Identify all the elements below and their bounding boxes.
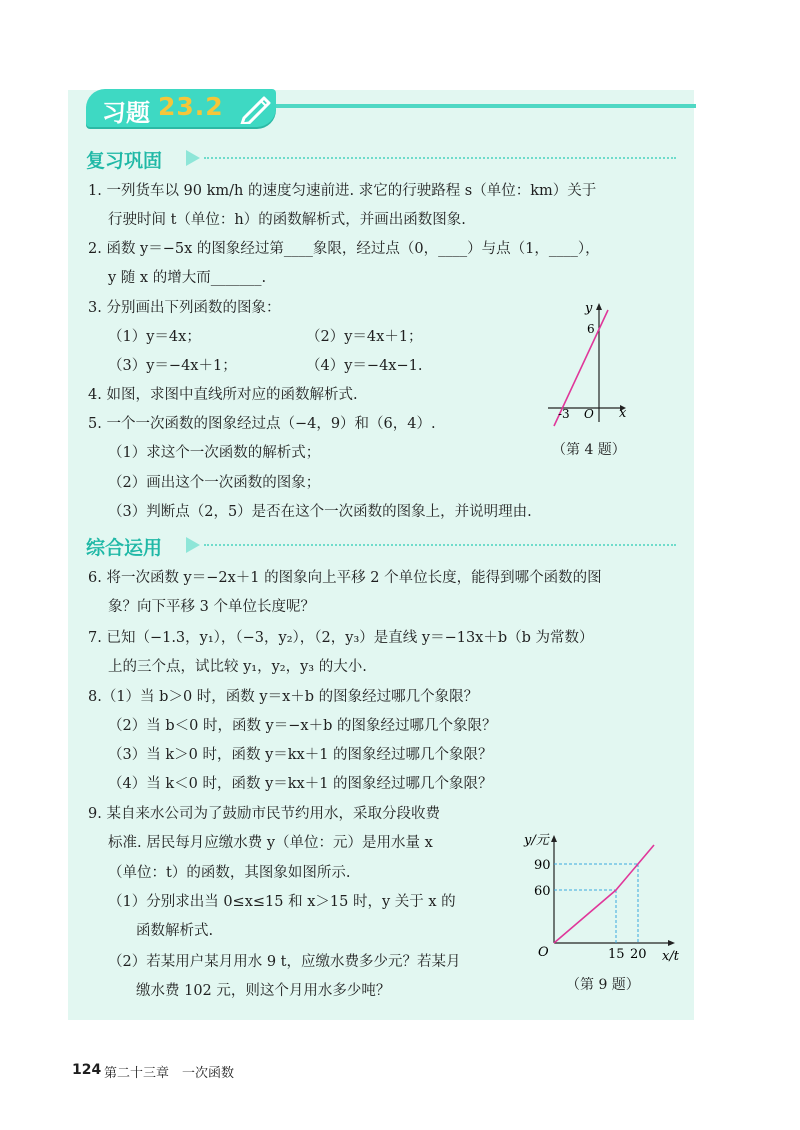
chapter-title: 第二十三章 一次函数 xyxy=(104,1066,235,1081)
problem-3-intro: 3. 分别画出下列函数的图象： xyxy=(88,300,281,316)
problem-5-part-1: （1）求这个一次函数的解析式； xyxy=(108,445,321,461)
fig4-y-tick: 6 xyxy=(587,322,595,336)
problem-6-line-2: 象？向下平移 3 个单位长度呢？ xyxy=(108,599,315,615)
fig4-x-label: x xyxy=(619,406,627,421)
section-divider xyxy=(204,157,676,159)
problem-2-line-2: y 随 x 的增大而_______. xyxy=(108,270,267,286)
problem-3-part-3: （3）y＝−4x＋1； xyxy=(108,358,237,374)
problem-1-line-2: 行驶时间 t（单位：h）的函数解析式，并画出函数图象. xyxy=(108,212,466,228)
fig9-x-arrow-icon xyxy=(668,940,675,946)
problem-3-part-1: （1）y＝4x； xyxy=(108,329,201,345)
fig9-y-arrow-icon xyxy=(551,835,557,842)
problem-9-part-1-line-2: 函数解析式. xyxy=(136,923,214,939)
page-number: 124 xyxy=(72,1062,102,1078)
problem-6-line-1: 6. 将一次函数 y＝−2x＋1 的图象向上平移 2 个单位长度，能得到哪个函数的图 xyxy=(88,570,602,586)
fig9-x-tick-15: 15 xyxy=(608,947,625,962)
problem-7-line-2: 上的三个点，试比较 y₁，y₂，y₃ 的大小. xyxy=(108,659,367,675)
figure-9-graph xyxy=(518,830,688,966)
problem-9-part-1-line-1: （1）分别求出当 0≤x≤15 和 x＞15 时，y 关于 x 的 xyxy=(108,894,456,910)
section-divider xyxy=(204,544,676,546)
fig9-x-tick-20: 20 xyxy=(630,947,647,962)
section-title-apply: 综合运用 xyxy=(86,537,163,559)
problem-8-part-2: （2）当 b＜0 时，函数 y＝−x＋b 的图象经过哪几个象限？ xyxy=(108,718,497,734)
problem-9-part-2-line-1: （2）若某用户某月用水 9 t，应缴水费多少元？若某月 xyxy=(108,954,461,970)
fig9-y-tick-90: 90 xyxy=(534,858,551,873)
section-arrow-icon xyxy=(186,150,200,166)
fig9-graph-line xyxy=(554,845,654,943)
fig9-y-tick-60: 60 xyxy=(534,884,551,899)
fig9-x-label: x/t xyxy=(662,949,679,964)
figure-9-caption: （第 9 题） xyxy=(566,977,640,993)
problem-8-part-4: （4）当 k＜0 时，函数 y＝kx＋1 的图象经过哪几个象限？ xyxy=(108,776,493,792)
section-arrow-icon xyxy=(186,537,200,553)
problem-3-part-4: （4）y＝−4x−1. xyxy=(306,358,423,374)
problem-9-line-1: 9. 某自来水公司为了鼓励市民节约用水，采取分段收费 xyxy=(88,806,440,822)
fig4-y-arrow-icon xyxy=(596,303,602,310)
problem-2-line-1: 2. 函数 y＝−5x 的图象经过第____象限，经过点（0，____）与点（1，____）， xyxy=(88,241,600,257)
header-rule xyxy=(268,104,696,108)
problem-4: 4. 如图，求图中直线所对应的函数解析式. xyxy=(88,387,358,403)
problem-9-line-2: 标准. 居民每月应缴水费 y（单位：元）是用水量 x xyxy=(108,835,433,851)
exercise-number: 23.2 xyxy=(158,92,224,121)
fig4-origin: O xyxy=(584,407,594,421)
problem-1-line-1: 1. 一列货车以 90 km/h 的速度匀速前进. 求它的行驶路程 s（单位：km）关于 xyxy=(88,183,597,199)
fig4-y-label: y xyxy=(585,301,593,316)
fig9-origin: O xyxy=(538,945,549,960)
fig9-y-label: y/元 xyxy=(524,833,549,848)
problem-5-intro: 5. 一个一次函数的图象经过点（−4，9）和（6，4）. xyxy=(88,416,436,432)
problem-8-part-3: （3）当 k＞0 时，函数 y＝kx＋1 的图象经过哪几个象限？ xyxy=(108,747,493,763)
problem-9-part-2-line-2: 缴水费 102 元，则这个月用水多少吨？ xyxy=(136,983,391,999)
problem-5-part-3: （3）判断点（2，5）是否在这个一次函数的图象上，并说明理由. xyxy=(108,504,532,520)
section-title-review: 复习巩固 xyxy=(86,150,163,172)
problem-9-line-3: （单位：t）的函数，其图象如图所示. xyxy=(108,865,351,881)
figure-4-graph xyxy=(540,296,650,428)
fig4-x-tick: -3 xyxy=(558,407,570,421)
exercise-title: 习题 xyxy=(102,99,150,127)
problem-7-line-1: 7. 已知（−1.3，y₁），（−3，y₂），（2，y₃）是直线 y＝−13x＋b（b 为常数） xyxy=(88,630,594,646)
figure-4-caption: （第 4 题） xyxy=(552,442,626,458)
problem-8-part-1: 8.（1）当 b＞0 时，函数 y＝x＋b 的图象经过哪几个象限？ xyxy=(88,689,479,705)
problem-5-part-2: （2）画出这个一次函数的图象； xyxy=(108,475,321,491)
pencil-icon xyxy=(238,92,274,124)
problem-3-part-2: （2）y＝4x＋1； xyxy=(306,329,423,345)
